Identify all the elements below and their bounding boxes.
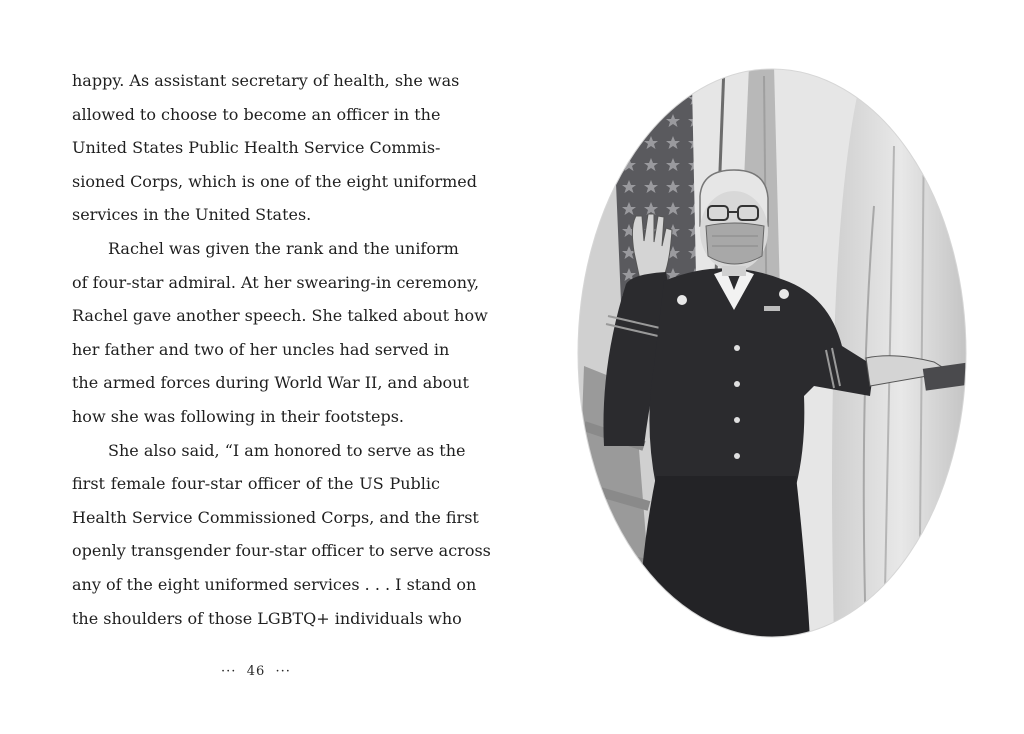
page-number (0, 664, 512, 679)
text-line: the shoulders of those LGBTQ+ individuals who (72, 608, 462, 628)
text-line: allowed to choose to become an officer in the (72, 104, 441, 124)
folio-ornament-left: ··· (221, 664, 237, 679)
text-line: She also said, “I am honored to serve as the (108, 440, 466, 460)
text-line: happy. As assistant secretary of health, she was (72, 71, 460, 90)
text-line: Rachel gave another speech. She talked about how (72, 306, 488, 326)
text-line: services in the United States. (72, 205, 312, 225)
page-number-value: 46 (246, 664, 266, 679)
text-line: openly transgender four-star officer to serve across (72, 541, 491, 561)
text-line: any of the eight uniformed services . . . I stand on (72, 574, 477, 594)
oval-illustration (574, 66, 970, 640)
text-line: sioned Corps, which is one of the eight uniformed (72, 171, 477, 191)
folio-ornament-right: ··· (275, 664, 291, 679)
text-line: the armed forces during World War II, and about (72, 373, 469, 393)
text-line: her father and two of her uncles had served in (72, 339, 450, 359)
text-line: first female four-star officer of the US Public (72, 474, 440, 494)
text-line: Rachel was given the rank and the uniform (108, 238, 459, 258)
text-line: Health Service Commissioned Corps, and the first (72, 507, 479, 527)
illustration-scene (574, 66, 970, 640)
text-line: how she was following in their footsteps. (72, 406, 405, 426)
text-line: United States Public Health Service Commis- (72, 138, 441, 158)
body-text (72, 64, 491, 635)
text-line: of four-star admiral. At her swearing-in ceremony, (72, 272, 480, 292)
swearing-in-illustration (574, 66, 970, 640)
